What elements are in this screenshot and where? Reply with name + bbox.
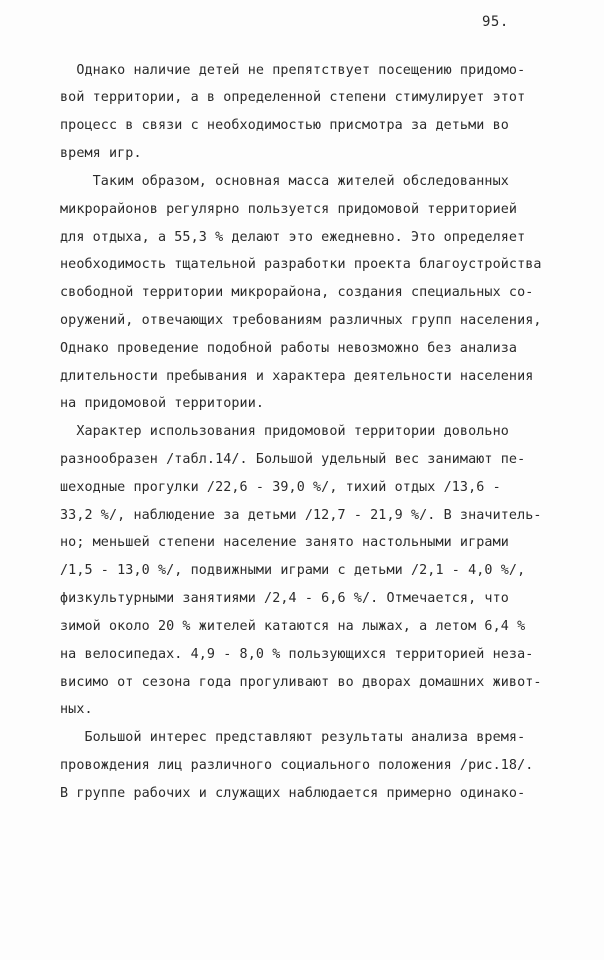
text-line: но; меньшей степени население занято настольными играми: [60, 535, 509, 550]
text-line: Большой интерес представляют результаты анализа время-: [60, 730, 526, 745]
text-line: ных.: [60, 702, 93, 717]
text-line: процесс в связи с необходимостью присмотра за детьми во: [60, 118, 509, 133]
text-line: шеходные прогулки /22,6 - 39,0 %/, тихий отдых /13,6 -: [60, 480, 501, 495]
text-line: вой территории, а в определенной степени стимулирует этот: [60, 90, 526, 105]
text-line: Характер использования придомовой территории довольно: [60, 424, 509, 439]
text-line: для отдыха, а 55,3 % делают это ежедневно. Это определяет: [60, 230, 526, 245]
text-line: провождения лиц различного социального положения /рис.18/.: [60, 758, 534, 773]
text-line: висимо от сезона года прогуливают во дворах домашних живот-: [60, 675, 542, 690]
text-line: на велосипедах. 4,9 - 8,0 % пользующихся территорией неза-: [60, 647, 534, 662]
text-line: на придомовой территории.: [60, 396, 265, 411]
text-line: /1,5 - 13,0 %/, подвижными играми с детьми /2,1 - 4,0 %/,: [60, 563, 526, 578]
text-line: время игр.: [60, 146, 142, 161]
text-line: длительности пребывания и характера деятельности населения: [60, 369, 534, 384]
text-line: Таким образом, основная масса жителей обследованных: [60, 174, 509, 189]
text-line: микрорайонов регулярно пользуется придомовой территорией: [60, 202, 518, 217]
text-line: зимой около 20 % жителей катаются на лыжах, а летом 6,4 %: [60, 619, 526, 634]
text-line: 33,2 %/, наблюдение за детьми /12,7 - 21,9 %/. В значитель-: [60, 508, 542, 523]
text-line: разнообразен /табл.14/. Большой удельный вес занимают пе-: [60, 452, 526, 467]
text-line: Однако проведение подобной работы невозможно без анализа: [60, 341, 518, 356]
text-line: В группе рабочих и служащих наблюдается примерно одинако-: [60, 786, 526, 801]
text-line: свободной территории микрорайона, создания специальных со-: [60, 285, 534, 300]
text-line: физкультурными занятиями /2,4 - 6,6 %/. Отмечается, что: [60, 591, 509, 606]
text-line: Однако наличие детей не препятствует посещению придомо-: [60, 63, 526, 78]
text-line: оружений, отвечающих требованиям различных групп населения,: [60, 313, 542, 328]
text-line: необходимость тщательной разработки проекта благоустройства: [60, 257, 542, 272]
page-number: 95.: [482, 14, 509, 30]
